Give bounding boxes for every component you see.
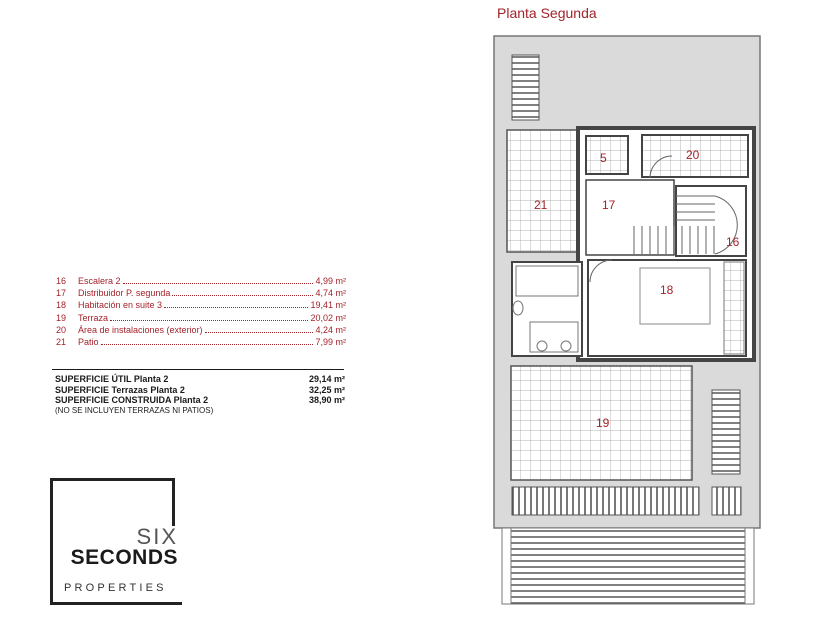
steps-right-rail [745,528,754,604]
room-row [56,275,346,287]
room-legend [56,275,346,348]
room-area: 4,99 m² [315,276,346,286]
leader-dots [110,320,308,321]
logo-frame-left [50,478,53,605]
room-row [56,287,346,299]
room-area: 4,24 m² [315,324,346,335]
exterior-steps [502,528,754,604]
summary-divider [52,369,344,370]
leader-dots [164,307,308,308]
leader-dots [123,283,314,284]
summary-row-construida [55,395,345,406]
label-16: 16 [726,235,740,249]
room-name: Patio [78,337,99,348]
summary-util-value: 29,14 m² [308,374,345,384]
floor-plan [490,30,770,610]
company-logo [50,478,182,606]
room-name: Habitación en suite 3 [78,300,163,311]
room-21-patio [507,130,578,252]
room-number: 19 [56,312,67,323]
label-18: 18 [660,283,674,297]
summary-terrazas-value: 32,25 m² [308,384,345,395]
logo-frame-top [50,478,175,481]
logo-six: SIX [136,524,178,549]
logo-frame-right [172,478,175,526]
right-vent [712,390,740,474]
room-area: 19,41 m² [310,300,346,311]
leader-dots [172,295,313,296]
wardrobe [724,262,744,354]
room-row [56,299,346,311]
room-area: 7,99 m² [315,337,346,348]
room-name: Escalera 2 [78,276,121,286]
surface-summary [55,374,345,416]
leader-dots [205,332,314,333]
room-number: 16 [56,276,67,286]
bottom-grille-main [512,487,699,515]
room-name: Distribuidor P. segunda [78,288,171,299]
summary-util-label: SUPERFICIE ÚTIL Planta 2 [55,374,169,384]
summary-terrazas-label: SUPERFICIE Terrazas Planta 2 [55,384,185,395]
label-5: 5 [600,151,607,165]
room-row [56,336,346,348]
top-vent [512,55,539,120]
bed [640,268,710,324]
leader-dots [101,344,314,345]
bottom-grille-small [712,487,741,515]
label-19: 19 [596,416,610,430]
room-number: 18 [56,300,67,311]
room-5 [586,136,628,174]
room-name: Terraza [78,312,109,323]
label-17: 17 [602,198,616,212]
label-20: 20 [686,148,700,162]
plan-title: Planta Segunda [497,5,597,21]
room-area: 4,74 m² [315,288,346,299]
summary-note: (NO SE INCLUYEN TERRAZAS NI PATIOS) [55,405,214,415]
summary-construida-value: 38,90 m² [308,395,345,405]
room-number: 17 [56,288,67,299]
room-area: 20,02 m² [310,312,346,323]
logo-properties: PROPERTIES [64,582,167,594]
steps-left-rail [502,528,511,604]
shower-tray [516,266,578,296]
logo-frame-bottom [50,602,182,605]
room-name: Área de instalaciones (exterior) [78,324,203,335]
summary-row-terrazas [55,385,345,396]
room-17 [586,180,674,255]
summary-construida-label: SUPERFICIE CONSTRUIDA Planta 2 [55,395,209,405]
room-number: 21 [56,337,67,348]
room-row [56,312,346,324]
label-21: 21 [534,198,548,212]
summary-row-util [55,374,345,385]
logo-seconds: SECONDS [70,546,178,569]
room-number: 20 [56,324,67,335]
room-row [56,324,346,336]
